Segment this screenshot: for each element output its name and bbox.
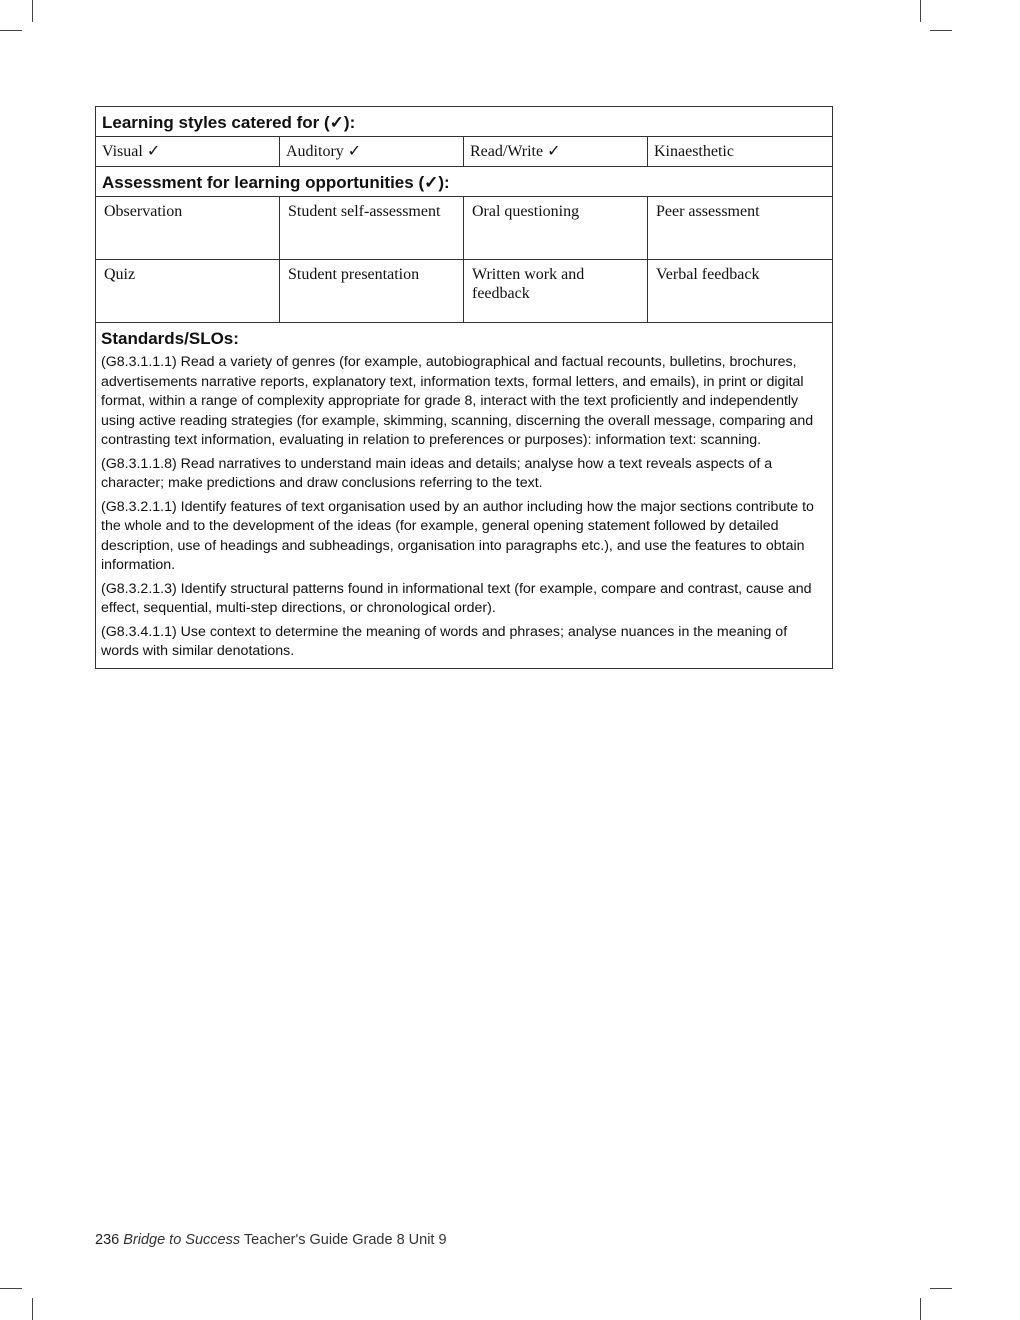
crop-mark <box>0 1288 22 1289</box>
learning-style-label: Auditory <box>286 143 344 160</box>
standards-section <box>96 323 833 669</box>
crop-mark <box>0 30 22 31</box>
assessment-cell: Student presentation <box>280 260 464 323</box>
learning-style-cell <box>464 137 648 167</box>
standards-heading: Standards/SLOs: <box>101 329 239 348</box>
standard-item: (G8.3.4.1.1) Use context to determine the meaning of words and phrases; analyse nuances in the meaning of words with similar denotations. <box>101 623 788 659</box>
standard-item: (G8.3.1.1.8) Read narratives to understand main ideas and details; analyse how a text reveals aspects of a character; make predictions and draw conclusions referring to the text. <box>101 455 773 491</box>
assessment-cell: Peer assessment <box>648 197 833 260</box>
standard-item: (G8.3.2.1.1) Identify features of text organisation used by an author including how the major sections contribute to the whole and to the development of the ideas (for example, general opening statement followed by detailed description, use of headings and subheadings, organisation into paragraphs etc.), and use the features to obtain information. <box>101 498 814 573</box>
footer-text: Teacher's Guide Grade 8 Unit 9 <box>243 1232 447 1248</box>
standard-item: (G8.3.1.1.1) Read a variety of genres (for example, autobiographical and factual recounts, bulletins, brochures, advertisements narrative reports, explanatory text, information texts, formal letters, and emails), in print or digital format, within a range of complexity appropriate for grade 8, interact with the text proficiently and independently using active reading strategies (for example, skimming, scanning, discerning the overall message, comparing and contrasting text information, evaluating in relation to preferences or purposes): information text: scanning. <box>101 354 814 448</box>
learning-styles-heading: Learning styles catered for (✓): <box>96 107 833 137</box>
crop-mark <box>920 1298 921 1320</box>
page-number: 236 <box>95 1232 120 1248</box>
check-icon: ✓ <box>547 141 561 160</box>
assessment-row <box>96 260 833 323</box>
assessment-row <box>96 197 833 260</box>
learning-style-label: Kinaesthetic <box>654 143 734 160</box>
crop-mark <box>32 1298 33 1320</box>
page-footer <box>95 1232 447 1248</box>
learning-style-cell <box>96 137 280 167</box>
crop-mark <box>930 1288 952 1289</box>
learning-style-cell <box>280 137 464 167</box>
crop-mark <box>920 0 921 22</box>
learning-styles-row <box>96 137 833 167</box>
learning-style-label: Read/Write <box>470 143 544 160</box>
assessment-cell: Oral questioning <box>464 197 648 260</box>
lesson-plan-table <box>95 106 833 669</box>
book-title: Bridge to Success <box>123 1232 241 1248</box>
standard-item: (G8.3.2.1.3) Identify structural patterns found in informational text (for example, compare and contrast, cause and effect, sequential, multi-step directions, or chronological order). <box>101 580 812 616</box>
crop-mark <box>32 0 33 22</box>
assessment-cell: Observation <box>96 197 280 260</box>
learning-style-label: Visual <box>102 143 143 160</box>
check-icon: ✓ <box>347 141 362 160</box>
assessment-cell: Quiz <box>96 260 280 323</box>
check-icon: ✓ <box>146 141 161 160</box>
assessment-heading: Assessment for learning opportunities (✓): <box>96 167 833 197</box>
assessment-cell: Verbal feedback <box>648 260 833 323</box>
learning-style-cell <box>648 137 833 167</box>
assessment-cell: Student self-assessment <box>280 197 464 260</box>
crop-mark <box>930 30 952 31</box>
assessment-cell: Written work and feedback <box>464 260 648 323</box>
